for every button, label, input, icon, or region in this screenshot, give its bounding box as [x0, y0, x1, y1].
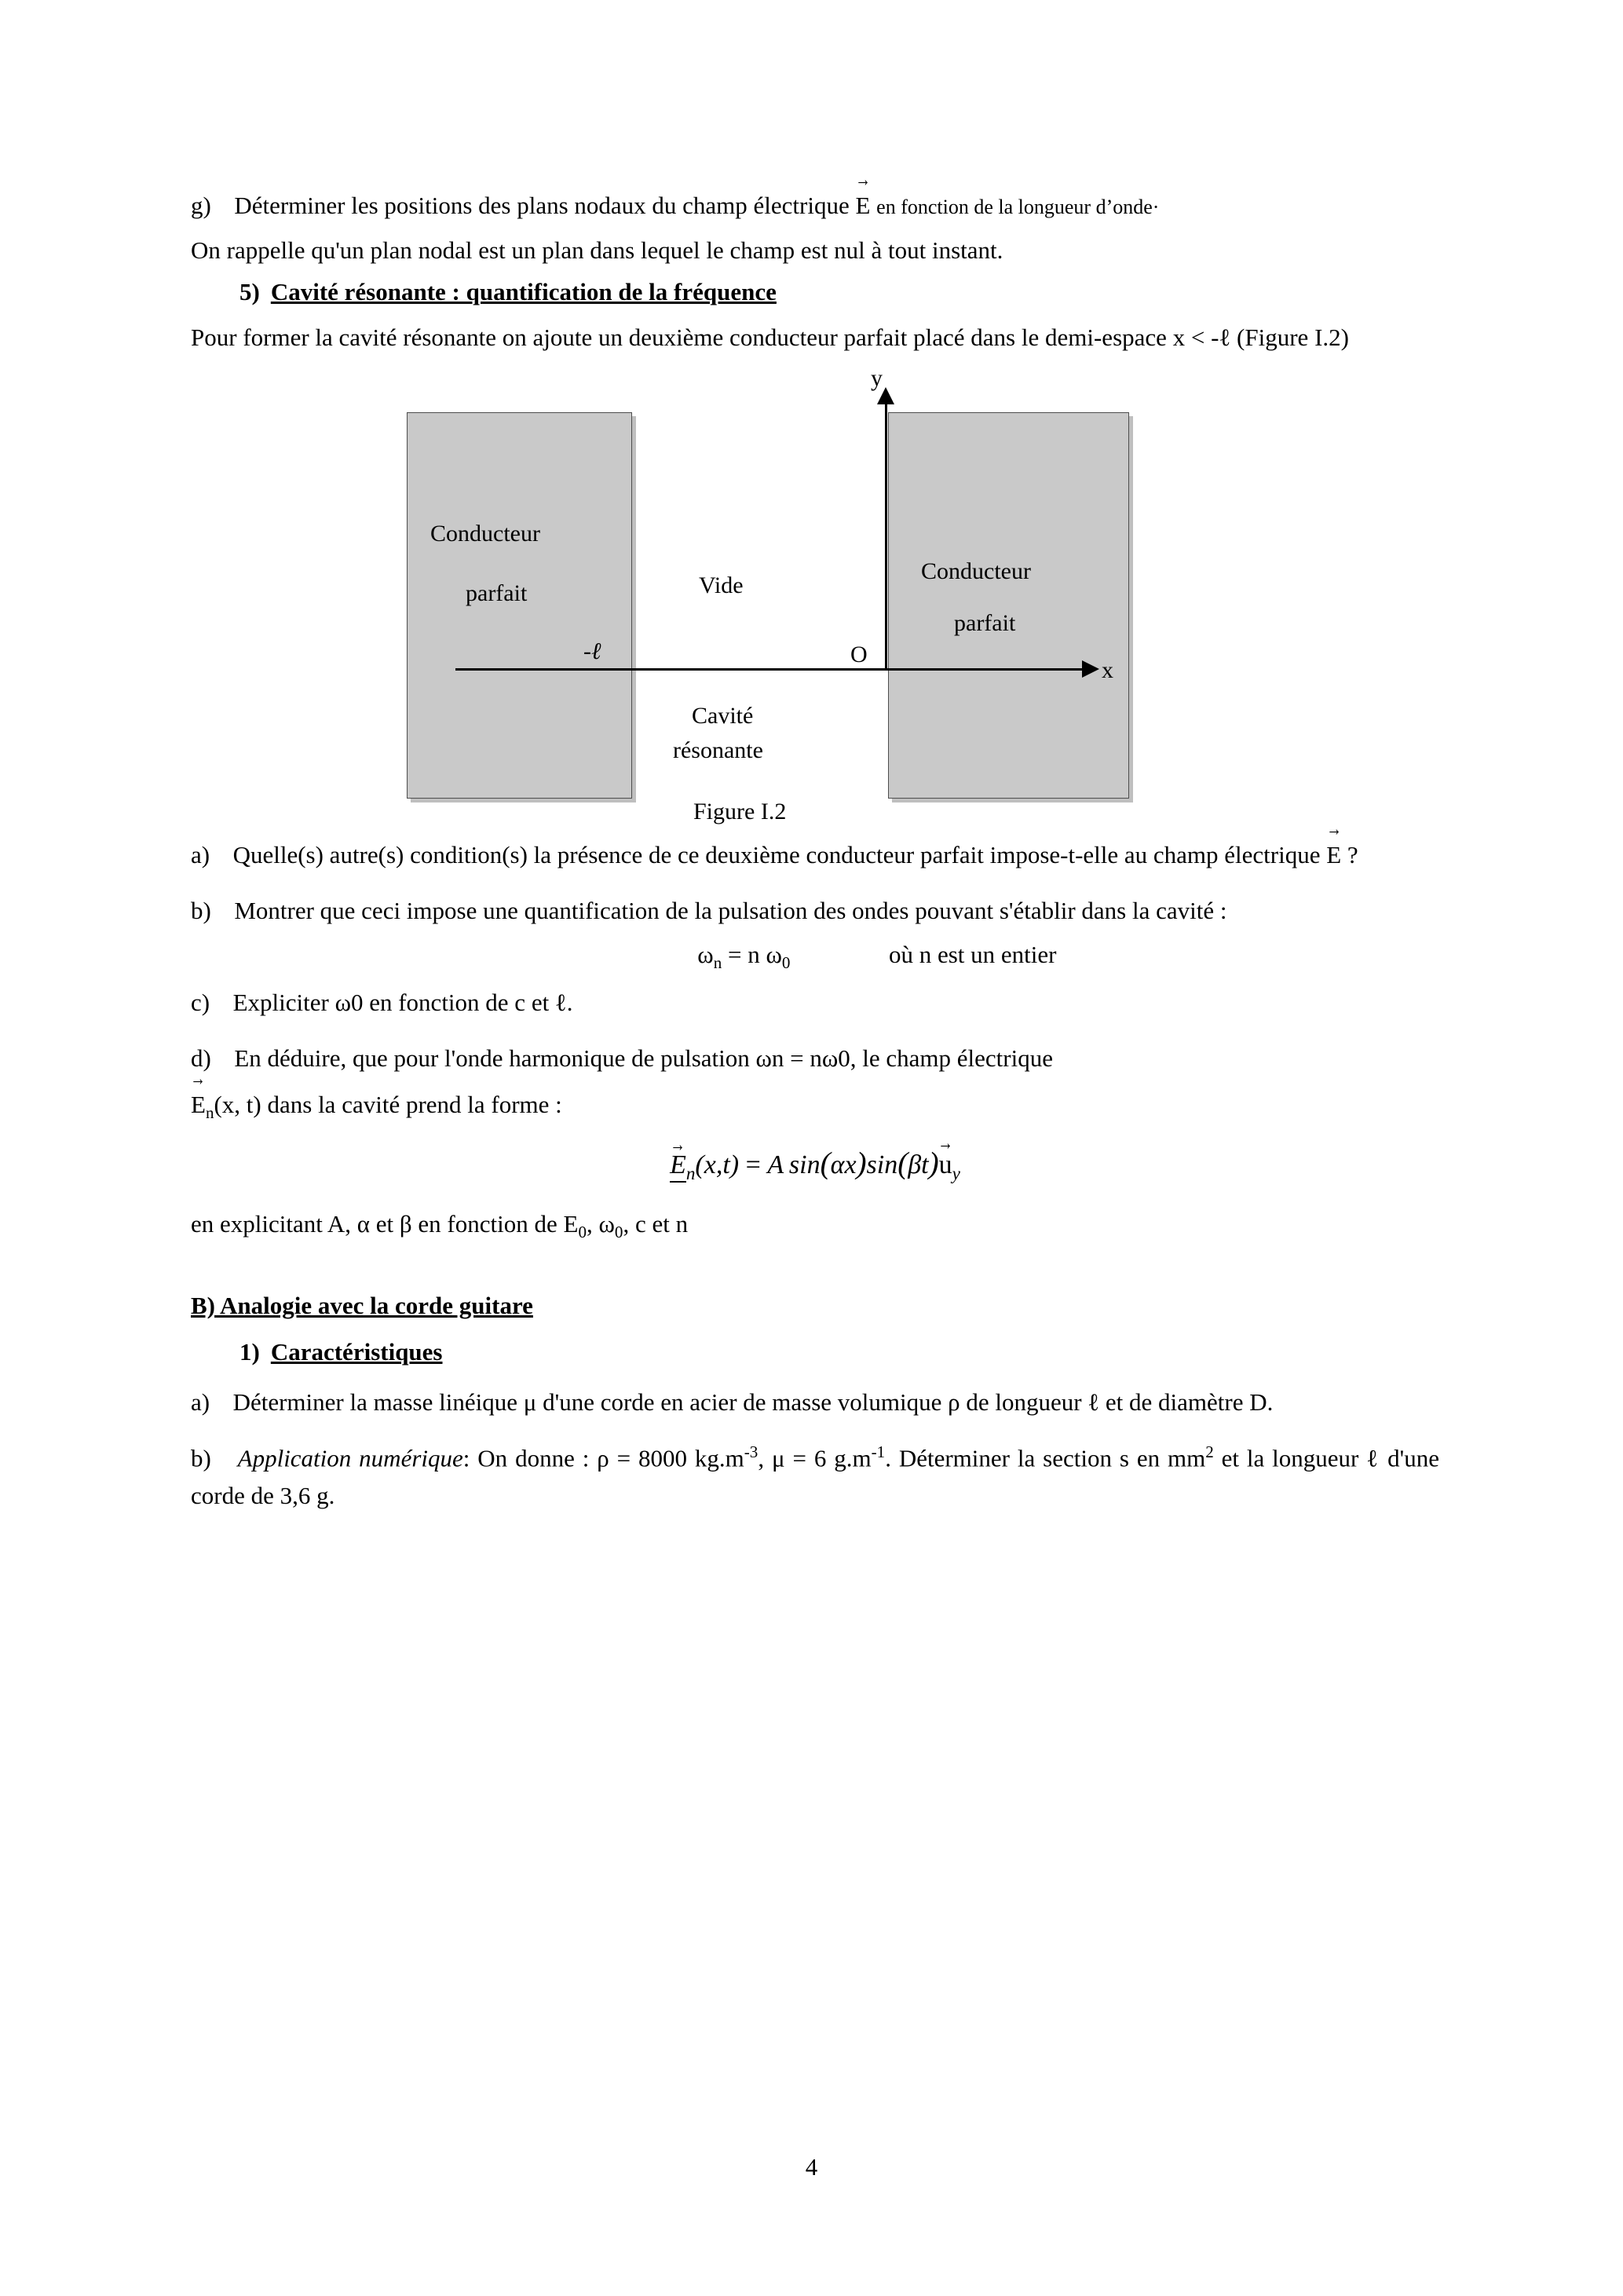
question-c — [191, 984, 1439, 1021]
question-d — [191, 1040, 1439, 1077]
origin-label: O — [850, 642, 868, 668]
question-d-after-text: en explicitant A, α et β en fonction de $E_0$, $\omega_0$, c et n — [191, 1209, 689, 1242]
y-axis-label: y — [871, 365, 883, 392]
left-conductor-label-line1: Conducteur — [430, 521, 540, 547]
question-c-text: Expliciter ω0 en fonction de c et ℓ. — [232, 988, 573, 1016]
question-g-text-2: en fonction de la longueur d’onde· — [876, 196, 1160, 218]
page-number: 4 — [805, 2153, 818, 2181]
electric-field-symbol: → E — [855, 185, 870, 224]
section-B1-heading — [191, 1338, 1439, 1366]
question-d-after — [191, 1205, 1439, 1245]
question-b-text: Montrer que ceci impose une quantification de la pulsation des ondes pouvant s'établir dans la cavité : — [234, 897, 1227, 925]
x-axis-label: x — [1102, 657, 1113, 684]
pulsation-quantification-equation-row — [191, 941, 1439, 973]
section-B1-title: Caractéristiques — [270, 1338, 443, 1366]
pulsation-equation-note: où n est un entier — [888, 940, 1057, 968]
question-a-text-2: ? — [1347, 841, 1358, 869]
x-axis-arrow — [1082, 660, 1099, 678]
section-5-heading — [191, 278, 1439, 306]
mu-exponent: -1 — [871, 1442, 886, 1462]
minus-l-label: -ℓ — [583, 638, 601, 665]
question-a-text-1: Quelle(s) autre(s) condition(s) la présence de ce deuxième conducteur parfait impose-t-elle au champ électrique — [232, 841, 1321, 869]
mm-exponent: 2 — [1205, 1442, 1214, 1462]
y-axis-line — [885, 404, 887, 670]
section-B-question-b-text-2: , μ = 6 g.m — [758, 1444, 872, 1472]
question-b — [191, 892, 1439, 929]
section-B-question-b-text-4: et la longueur ℓ d'une corde de 3,6 g. — [191, 1444, 1440, 1509]
cavity-label-line1: Cavité — [692, 703, 754, 729]
rho-exponent: -3 — [744, 1442, 758, 1462]
x-axis-line — [455, 668, 1084, 671]
question-g — [191, 185, 1439, 224]
section-B-question-a — [191, 1384, 1439, 1420]
pulsation-equation: $\omega_n = n$ $\omega_0$ — [697, 940, 791, 972]
section-B-question-b — [191, 1439, 1439, 1514]
section-5-intro: Pour former la cavité résonante on ajoute un deuxième conducteur parfait placé dans le demi-espace x < -ℓ (Figure I.2) — [191, 324, 1349, 352]
question-d-text-1: En déduire, que pour l'onde harmonique de pulsation ωn = nω0, le champ électrique — [234, 1044, 1053, 1072]
section-B-question-a-label: a) — [191, 1388, 210, 1417]
question-d-text-2: dans la cavité prend la forme : — [267, 1090, 562, 1118]
electric-field-symbol: → E — [191, 1084, 206, 1123]
page-content — [191, 185, 1439, 1522]
section-B-title: B) Analogie avec la corde guitare — [191, 1292, 533, 1320]
section-B-question-b-text-3: . Déterminer la section s en mm — [885, 1444, 1206, 1472]
section-B-question-b-label: b) — [191, 1444, 211, 1472]
question-a-label: a) — [191, 841, 210, 869]
section-B-question-a-text: Déterminer la masse linéique μ d'une corde en acier de masse volumique ρ de longueur ℓ et de diamètre D. — [232, 1388, 1274, 1417]
field-form-equation: → $E_n(x,t) = A$ $\sin(\alpha x)\sin(\beta t)\to u_y$ — [191, 1146, 1439, 1185]
right-conductor-label-line2: parfait — [954, 610, 1016, 637]
figure-caption: Figure I.2 — [693, 799, 787, 825]
question-g-note: On rappelle qu'un plan nodal est un plan dans lequel le champ est nul à tout instant. — [191, 236, 1003, 265]
question-a — [191, 835, 1439, 873]
cavity-label-line2: résonante — [673, 737, 763, 764]
field-subscript-n: n — [205, 1103, 214, 1123]
figure-I2 — [191, 365, 1439, 830]
right-conductor-label-line1: Conducteur — [921, 558, 1031, 585]
section-5-number: 5) — [239, 278, 260, 306]
left-conductor-label-line2: parfait — [466, 580, 528, 607]
field-arguments: (x, t) — [214, 1090, 261, 1118]
section-5-title: Cavité résonante : quantification de la fréquence — [270, 278, 777, 306]
question-c-label: c) — [191, 988, 210, 1016]
question-g-text-1: Déterminer les positions des plans nodaux du champ électrique — [234, 192, 850, 219]
question-b-label: b) — [191, 897, 211, 925]
vide-label: Vide — [699, 572, 744, 599]
underlined-field-vector: → E — [670, 1150, 686, 1183]
section-B-heading — [191, 1287, 1439, 1324]
question-d-continued — [191, 1084, 1439, 1125]
electric-field-symbol: → E — [1326, 835, 1341, 873]
application-numerique-label: Application numérique — [237, 1444, 463, 1472]
question-d-label: d) — [191, 1044, 211, 1072]
section-B1-number: 1) — [239, 1338, 260, 1366]
right-conductor-block — [888, 412, 1129, 799]
section-B-question-b-text-1: : On donne : ρ = 8000 kg.m — [462, 1444, 744, 1472]
question-g-label: g) — [191, 192, 211, 219]
